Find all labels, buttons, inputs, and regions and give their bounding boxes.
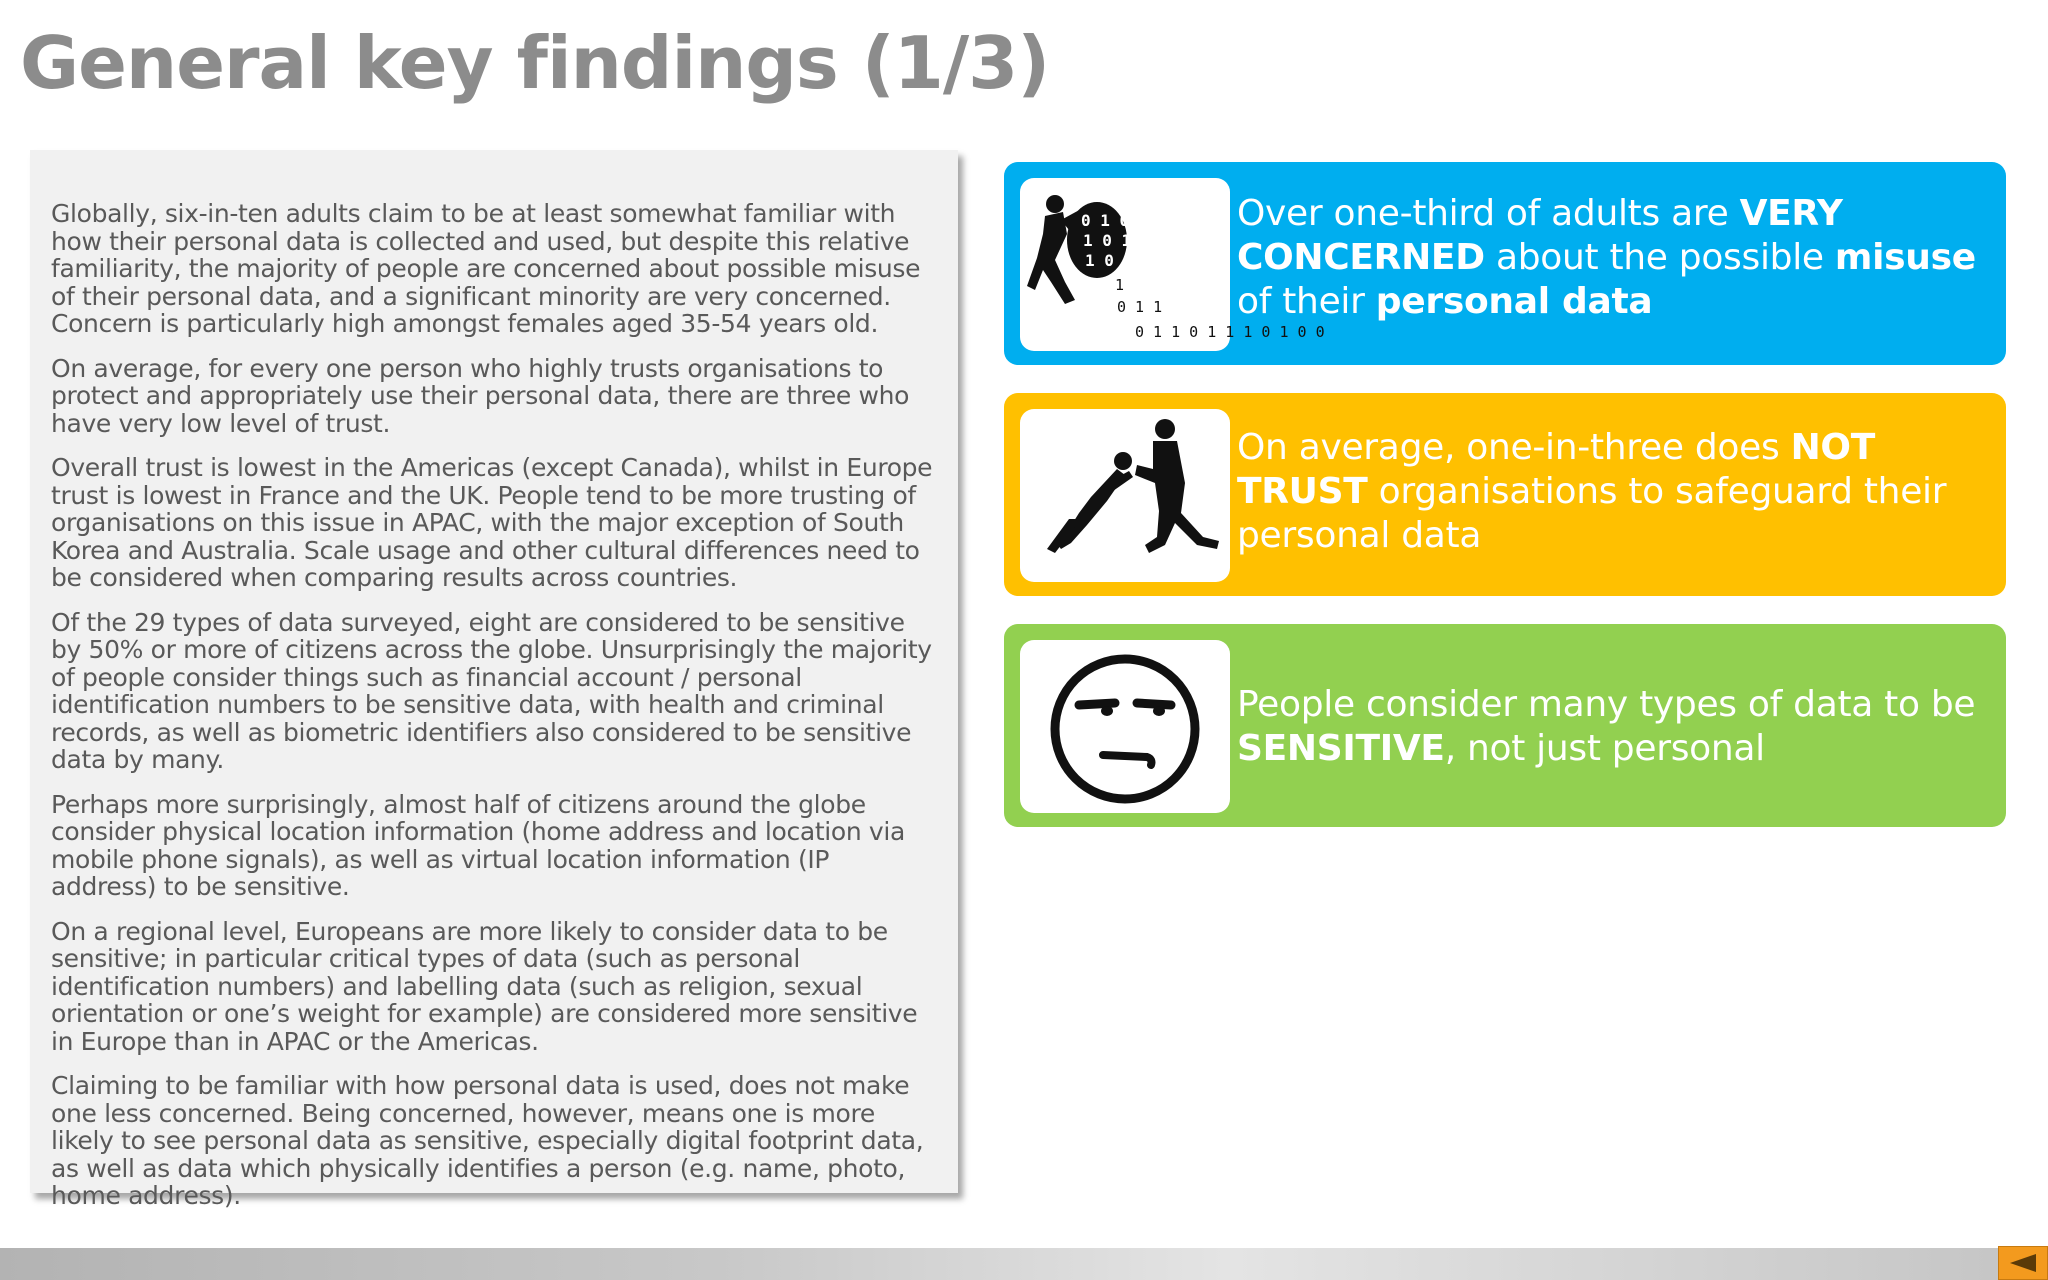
trust-card-text: On average, one-in-three does NOT TRUST organisations to safeguard their personal data [1237,426,1947,556]
finding-paragraph: Perhaps more surprisingly, almost half of citizens around the globe consider physical location information (home address and location via mobile phone signals), as well as virtual location information (IP address) to be sensitive. [51,789,905,901]
finding-paragraph: Globally, six-in-ten adults claim to be at least somewhat familiar with how their personal data is collected and used, but despite this relative familiarity, the majority of people are concerned about possible misuse of their personal data, and a significant minority are very concerned. Concern is particularly high amongst females aged 35-54 years old. [51,199,921,338]
concern-card-text: Over one-third of adults are VERY CONCERNED about the possible misuse of their personal data [1237,192,1976,322]
svg-text:0 1 1 0 1 1 1 0 1 0 0: 0 1 1 0 1 1 1 0 1 0 0 [1135,323,1325,341]
svg-text:1 0 1: 1 0 1 [1085,251,1134,270]
concern-card [1004,162,2006,365]
finding-paragraph: On average, for every one person who highly trusts organisations to protect and appropriately use their personal data, there are three who have very low level of trust. [51,353,910,438]
footer-bar [0,1248,2048,1280]
findings-text-panel [30,150,958,1210]
data-thief-icon [1020,178,1325,351]
trust-card [1004,393,2006,596]
svg-text:0 1 1: 0 1 1 [1117,298,1163,316]
svg-text:0 1 0: 0 1 0 [1081,211,1130,230]
unamused-face-icon [1020,640,1230,813]
svg-text:1: 1 [1115,276,1125,294]
sensitive-card [1004,624,2006,827]
pushing-figures-icon [1020,409,1230,582]
svg-text:1 0 1: 1 0 1 [1083,231,1132,250]
finding-paragraph: Claiming to be familiar with how personal data is used, does not make one less concerned. Being concerned, however, means one is more likely to see personal data as sensitive, especially digital footprint data, as well as data which physically identifies a person (e.g. name, photo, home address). [51,1071,924,1210]
finding-paragraph: Overall trust is lowest in the Americas (except Canada), whilst in Europe trust is lowest in France and the UK. People tend to be more trusting of organisations on this issue in APAC, with the major exception of South Korea and Australia. Scale usage and other cultural differences need to be considered when comparing results across countries. [51,453,933,592]
slide-title: General key findings (1/3) [20,21,1050,105]
back-button[interactable] [1998,1246,2048,1280]
sensitive-card-text: People consider many types of data to be SENSITIVE, not just personal [1237,683,1976,769]
finding-paragraph: Of the 29 types of data surveyed, eight are considered to be sensitive by 50% or more of citizens across the globe. Unsurprisingly the majority of people consider things such as financial account / personal identification numbers to be sensitive data, with health and criminal records, as well as biometric identifiers also considered to be sensitive data by many. [51,607,932,774]
triangle-left-icon [2008,1252,2038,1274]
finding-paragraph: On a regional level, Europeans are more likely to consider data to be sensitive; in particular critical types of data (such as personal identification numbers) and labelling data (such as religion, sexual orientation or one’s weight for example) are considered more sensitive in Europe than in APAC or the Americas. [51,916,918,1056]
